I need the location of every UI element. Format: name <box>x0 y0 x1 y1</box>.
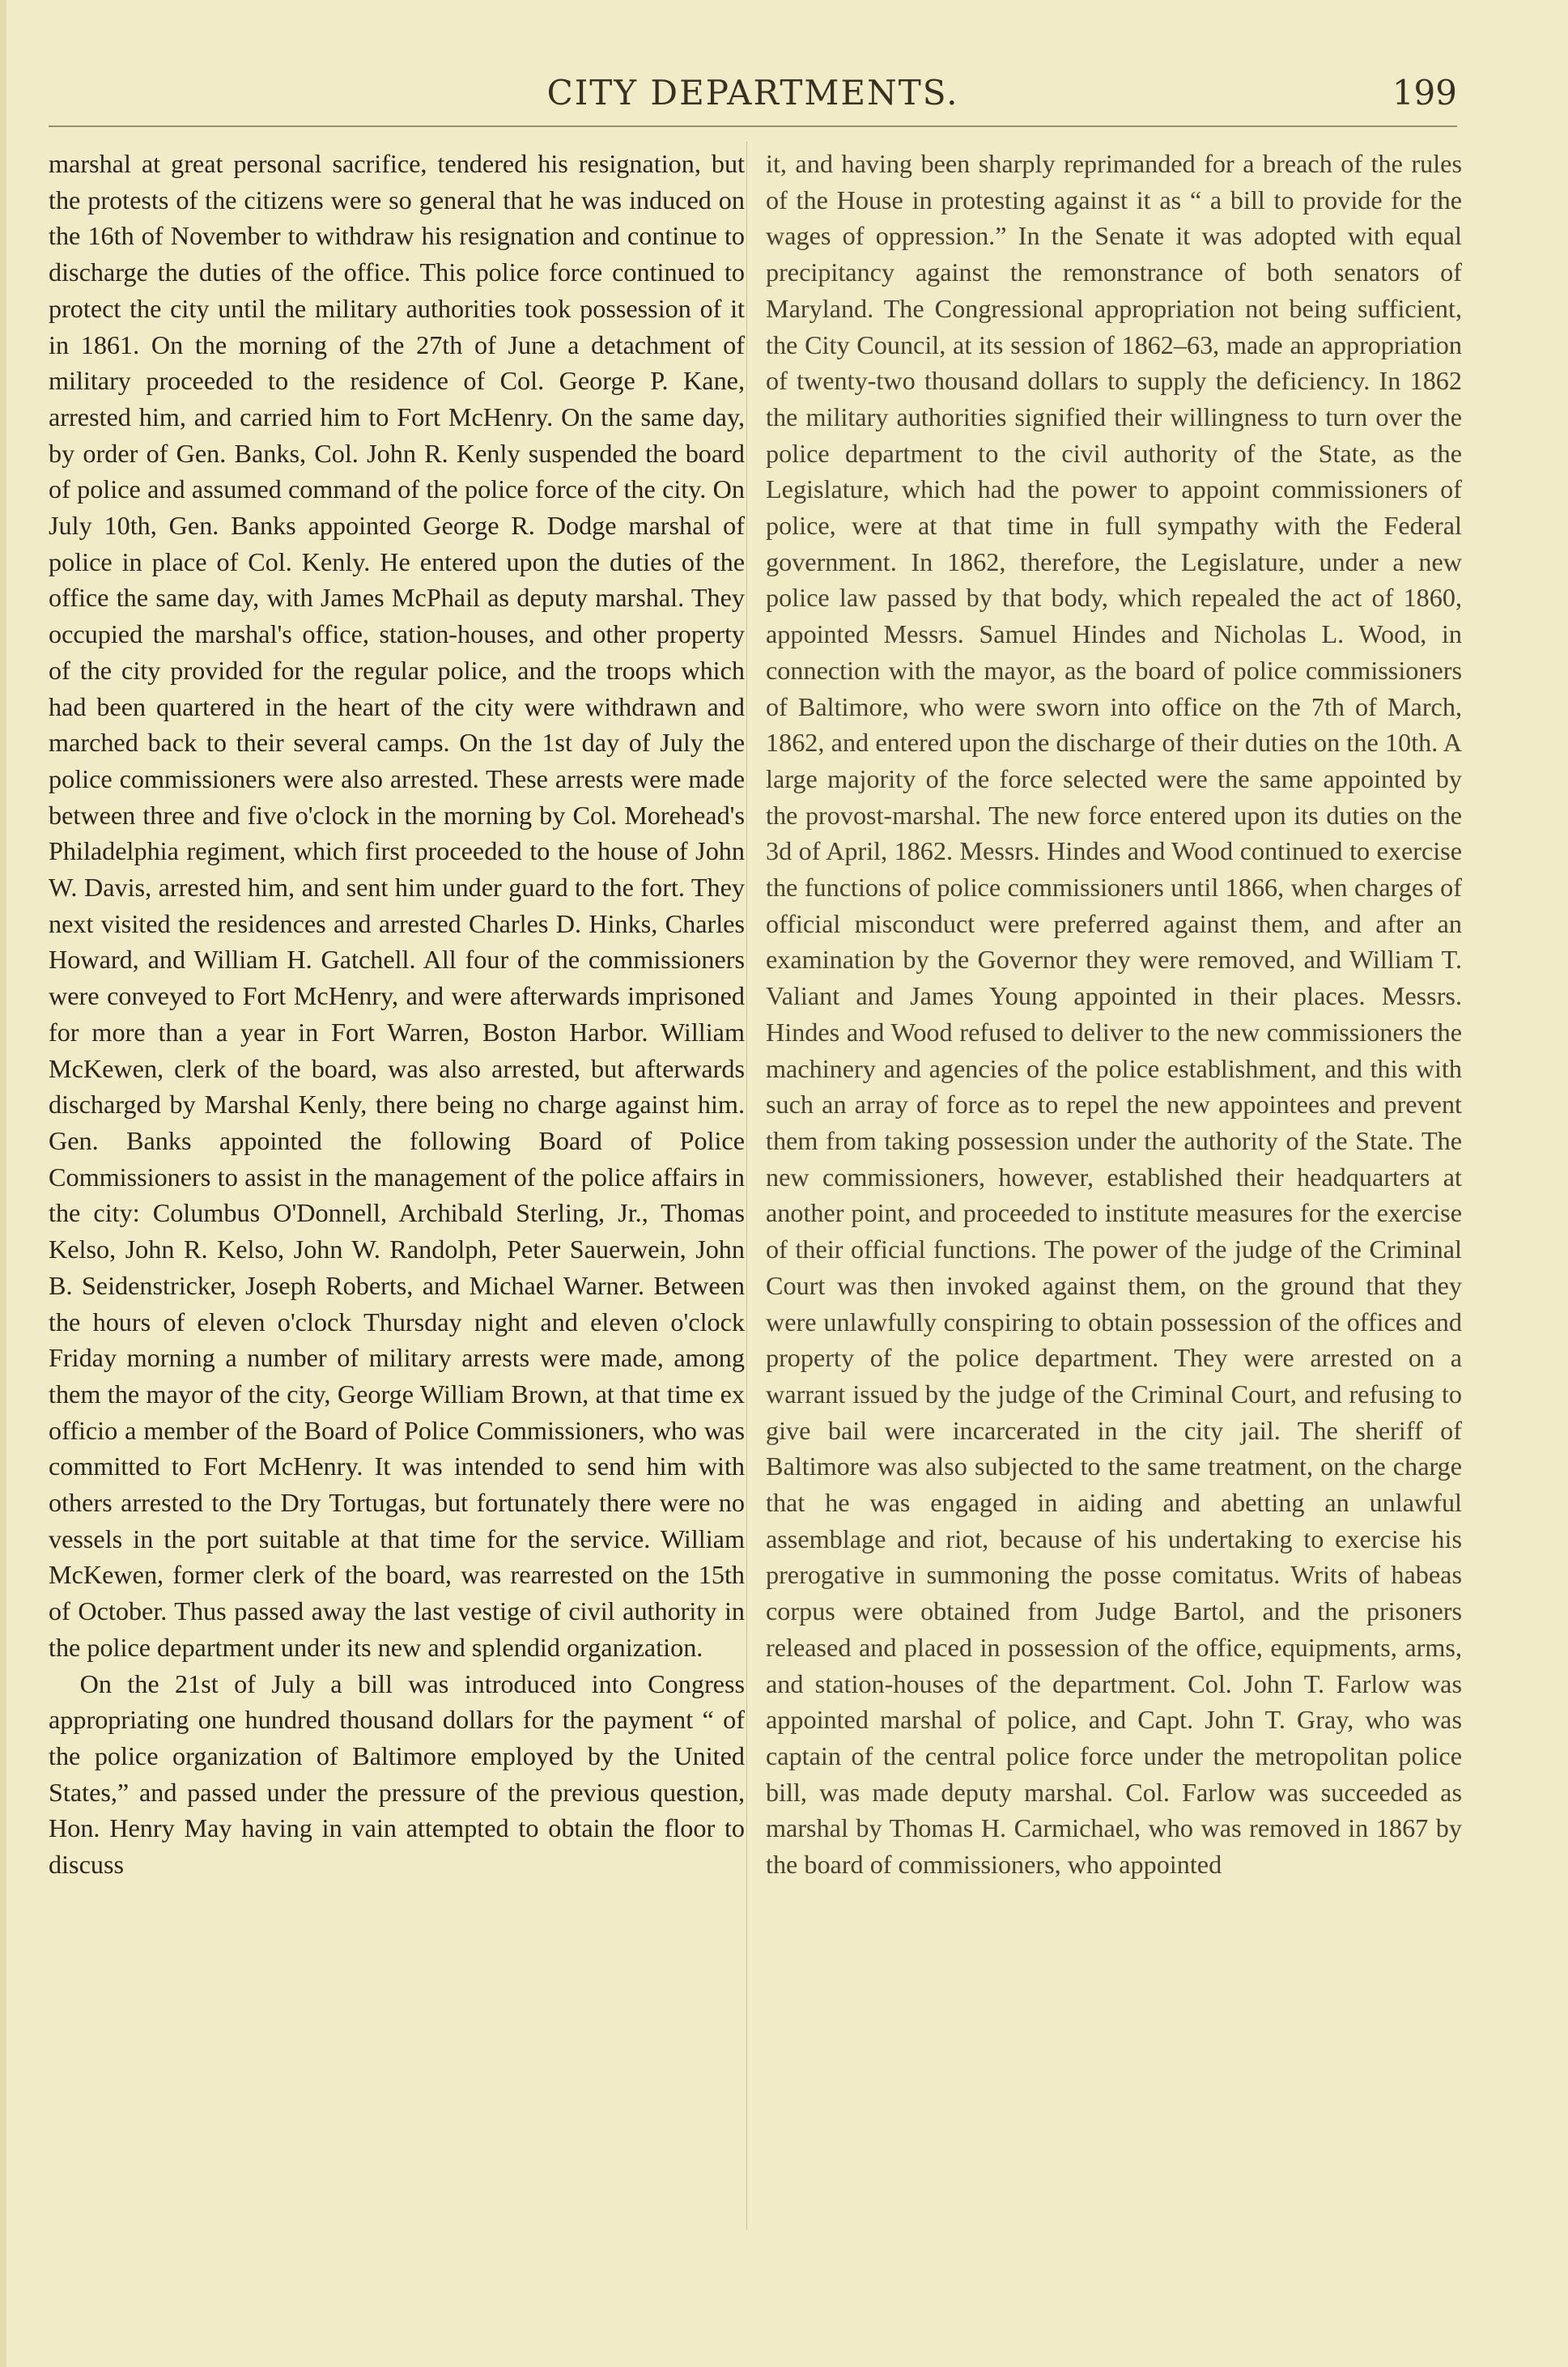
paragraph: it, and having been sharply reprimanded for a breach of the rules of the House in protesting against it as “ a bill to provide for the wages of oppression.” In the Senate it was adopted with equal precipitancy against the remonstrance of both senators of Maryland. The Congressional appropriation not being sufficient, the City Council, at its session of 1862–63, made an appropriation of twenty-two thousand dollars to supply the deficiency. In 1862 the military authorities signified their willingness to turn over the police department to the civil authority of the State, as the Legislature, which had the power to appoint commissioners of police, were at that time in full sympathy with the Federal government. In 1862, therefore, the Legislature, under a new police law passed by that body, which repealed the act of 1860, appointed Messrs. Samuel Hindes and Nicholas L. Wood, in connection with the mayor, as the board of police commissioners of Baltimore, who were sworn into office on the 7th of March, 1862, and entered upon the discharge of their duties on the 10th. A large majority of the force selected were the same appointed by the provost-marshal. The new force entered upon its duties on the 3d of April, 1862. Messrs. Hindes and Wood continued to exercise the functions of police commissioners until 1866, when charges of official misconduct were preferred against them, and after an examination by the Governor they were removed, and William T. Valiant and James Young appointed in their places. Messrs. Hindes and Wood refused to deliver to the new commissioners the machinery and agencies of the police establishment, and this with such an array of force as to repel the new appointees and prevent them from taking possession under the authority of the State. The new commissioners, however, established their headquarters at another point, and proceeded to institute measures for the exercise of their official functions. The power of the judge of the Criminal Court was then invoked against them, on the ground that they were unlawfully conspiring to obtain possession of the offices and property of the police department. They were arrested on a warrant issued by the judge of the Criminal Court, and refusing to give bail were incarcerated in the city jail. The sheriff of Baltimore was also subjected to the same treatment, on the charge that he was engaged in aiding and abetting an unlawful assemblage and riot, because of his undertaking to exercise his prerogative in summoning the posse comitatus. Writs of habeas corpus were obtained from Judge Bartol, and the prisoners released and placed in possession of the office, equipments, arms, and station-houses of the department. Col. John T. Farlow was appointed marshal of police, and Capt. John T. Gray, who was captain of the central police force under the metropolitan police bill, was made deputy marshal. Col. Farlow was succeeded as marshal by Thomas H. Carmichael, who was removed in 1867 by the board of commissioners, who appointed <box>766 149 1462 1880</box>
text-column-left <box>49 146 745 2348</box>
page-number: 199 <box>1392 73 1457 113</box>
page-edge-shadow <box>0 0 6 2367</box>
running-header <box>49 73 1457 121</box>
paragraph: marshal at great personal sacrifice, tendered his resignation, but the protests of the citizens were so general that he was induced on the 16th of November to withdraw his resignation and continue to discharge the duties of the office. This police force continued to protect the city until the military authorities took possession of it in 1861. On the morning of the 27th of June a detachment of military proceeded to the residence of Col. George P. Kane, arrested him, and carried him to Fort McHenry. On the same day, by order of Gen. Banks, Col. John R. Kenly suspended the board of police and assumed command of the police force of the city. On July 10th, Gen. Banks appointed George R. Dodge marshal of police in place of Col. Kenly. He entered upon the duties of the office the same day, with James McPhail as deputy marshal. They occupied the marshal's office, station-houses, and other property of the city provided for the regular police, and the troops which had been quartered in the heart of the city were withdrawn and marched back to their several camps. On the 1st day of July the police commissioners were also arrested. These arrests were made between three and five o'clock in the morning by Col. Morehead's Philadelphia regiment, which first proceeded to the house of John W. Davis, arrested him, and sent him under guard to the fort. They next visited the residences and arrested Charles D. Hinks, Charles Howard, and William H. Gatchell. All four of the commissioners were conveyed to Fort McHenry, and were afterwards imprisoned for more than a year in Fort Warren, Boston Harbor. William McKewen, clerk of the board, was also arrested, but afterwards discharged by Marshal Kenly, there being no charge against him. Gen. Banks appointed the following Board of Police Commissioners to assist in the management of the police affairs in the city: Columbus O'Donnell, Archibald Sterling, Jr., Thomas Kelso, John R. Kelso, John W. Randolph, Peter Sauerwein, John B. Seidenstricker, Joseph Roberts, and Michael Warner. Between the hours of eleven o'clock Thursday night and eleven o'clock Friday morning a number of military arrests were made, among them the mayor of the city, George William Brown, at that time ex officio a member of the Board of Police Commissioners, who was committed to Fort McHenry. It was intended to send him with others arrested to the Dry Tortugas, but fortunately there were no vessels in the port suitable at that time for the service. William McKewen, former clerk of the board, was rearrested on the 15th of October. Thus passed away the last vestige of civil authority in the police department under its new and splendid organization. <box>49 149 745 1662</box>
running-header-title: CITY DEPARTMENTS. <box>546 73 959 113</box>
paragraph: On the 21st of July a bill was introduced into Congress appropriating one hundred thousand dollars for the payment “ of the police organization of Baltimore employed by the United States,” and passed under the pressure of the previous question, Hon. Henry May having in vain attempted to obtain the floor to discuss <box>49 1668 745 1880</box>
header-rule <box>49 125 1457 127</box>
column-divider <box>746 142 747 2230</box>
text-column-right <box>766 146 1462 2348</box>
